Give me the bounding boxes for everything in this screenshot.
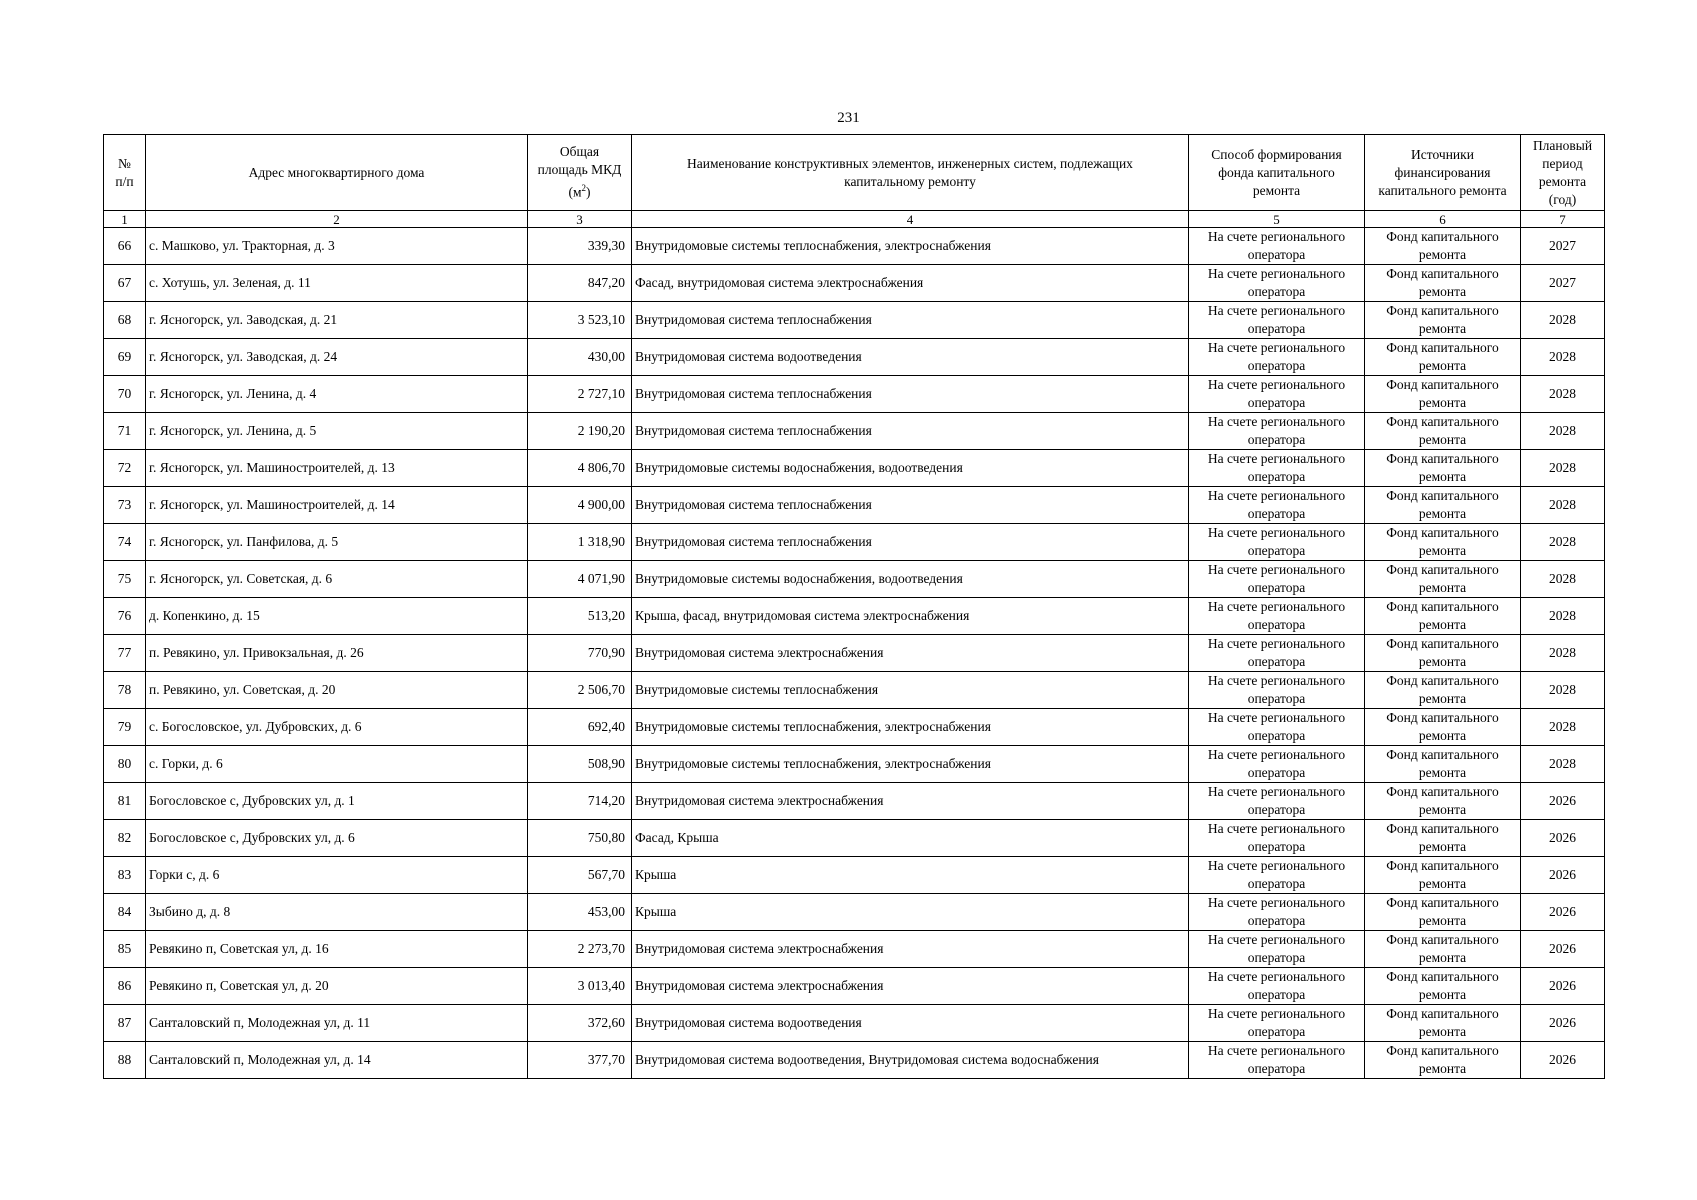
- row-sources: Фонд капитального ремонта: [1365, 709, 1521, 746]
- row-sources: Фонд капитального ремонта: [1365, 228, 1521, 265]
- row-area: 339,30: [528, 228, 632, 265]
- column-number: 1: [104, 211, 146, 228]
- row-elements: Фасад, Крыша: [632, 820, 1189, 857]
- table-row: [104, 635, 1605, 672]
- row-year: 2027: [1521, 265, 1605, 302]
- row-year: 2026: [1521, 1042, 1605, 1079]
- table-row: [104, 598, 1605, 635]
- row-elements: Внутридомовые системы водоснабжения, водоотведения: [632, 561, 1189, 598]
- column-number: 3: [528, 211, 632, 228]
- row-year: 2026: [1521, 894, 1605, 931]
- row-number: 69: [104, 339, 146, 376]
- row-elements: Внутридомовая система водоотведения: [632, 1005, 1189, 1042]
- row-year: 2028: [1521, 598, 1605, 635]
- row-elements: Внутридомовая система теплоснабжения: [632, 487, 1189, 524]
- table-row: [104, 228, 1605, 265]
- row-elements: Крыша: [632, 894, 1189, 931]
- row-fund-method: На счете регионального оператора: [1189, 228, 1365, 265]
- row-sources: Фонд капитального ремонта: [1365, 635, 1521, 672]
- row-year: 2028: [1521, 450, 1605, 487]
- row-fund-method: На счете регионального оператора: [1189, 931, 1365, 968]
- table-row: [104, 1005, 1605, 1042]
- row-fund-method: На счете регионального оператора: [1189, 709, 1365, 746]
- table-row: [104, 783, 1605, 820]
- row-area: 2 273,70: [528, 931, 632, 968]
- row-sources: Фонд капитального ремонта: [1365, 1005, 1521, 1042]
- row-area: 2 190,20: [528, 413, 632, 450]
- row-fund-method: На счете регионального оператора: [1189, 598, 1365, 635]
- row-number: 78: [104, 672, 146, 709]
- row-sources: Фонд капитального ремонта: [1365, 598, 1521, 635]
- row-number: 87: [104, 1005, 146, 1042]
- table-row: [104, 561, 1605, 598]
- row-area: 430,00: [528, 339, 632, 376]
- header-row: [104, 135, 1605, 211]
- table-row: [104, 857, 1605, 894]
- row-elements: Внутридомовые системы теплоснабжения, электроснабжения: [632, 709, 1189, 746]
- row-sources: Фонд капитального ремонта: [1365, 450, 1521, 487]
- row-address: Зыбино д, д. 8: [146, 894, 528, 931]
- row-address: Ревякино п, Советская ул, д. 16: [146, 931, 528, 968]
- row-address: г. Ясногорск, ул. Машиностроителей, д. 13: [146, 450, 528, 487]
- row-elements: Внутридомовая система теплоснабжения: [632, 413, 1189, 450]
- row-number: 79: [104, 709, 146, 746]
- row-number: 77: [104, 635, 146, 672]
- row-number: 75: [104, 561, 146, 598]
- row-fund-method: На счете регионального оператора: [1189, 857, 1365, 894]
- row-area: 4 900,00: [528, 487, 632, 524]
- row-number: 68: [104, 302, 146, 339]
- table-row: [104, 302, 1605, 339]
- header-elements: Наименование конструктивных элементов, инженерных систем, подлежащих капитальному ремонту: [632, 135, 1189, 211]
- row-sources: Фонд капитального ремонта: [1365, 857, 1521, 894]
- row-address: Санталовский п, Молодежная ул, д. 11: [146, 1005, 528, 1042]
- row-area: 692,40: [528, 709, 632, 746]
- row-area: 4 071,90: [528, 561, 632, 598]
- row-fund-method: На счете регионального оператора: [1189, 450, 1365, 487]
- row-year: 2026: [1521, 931, 1605, 968]
- row-elements: Внутридомовая система теплоснабжения: [632, 376, 1189, 413]
- row-area: 847,20: [528, 265, 632, 302]
- row-fund-method: На счете регионального оператора: [1189, 302, 1365, 339]
- row-fund-method: На счете регионального оператора: [1189, 672, 1365, 709]
- row-fund-method: На счете регионального оператора: [1189, 968, 1365, 1005]
- row-area: 453,00: [528, 894, 632, 931]
- table-row: [104, 376, 1605, 413]
- row-sources: Фонд капитального ремонта: [1365, 376, 1521, 413]
- table-row: [104, 820, 1605, 857]
- row-area: 508,90: [528, 746, 632, 783]
- column-number: 7: [1521, 211, 1605, 228]
- row-area: 372,60: [528, 1005, 632, 1042]
- row-fund-method: На счете регионального оператора: [1189, 561, 1365, 598]
- row-elements: Крыша: [632, 857, 1189, 894]
- row-year: 2026: [1521, 783, 1605, 820]
- row-year: 2028: [1521, 376, 1605, 413]
- row-year: 2028: [1521, 709, 1605, 746]
- row-address: Горки с, д. 6: [146, 857, 528, 894]
- row-elements: Крыша, фасад, внутридомовая система электроснабжения: [632, 598, 1189, 635]
- column-number: 4: [632, 211, 1189, 228]
- row-fund-method: На счете регионального оператора: [1189, 894, 1365, 931]
- row-area: 567,70: [528, 857, 632, 894]
- table-row: [104, 413, 1605, 450]
- row-area: 750,80: [528, 820, 632, 857]
- row-elements: Внутридомовая система теплоснабжения: [632, 302, 1189, 339]
- row-year: 2026: [1521, 968, 1605, 1005]
- column-number-row: [104, 211, 1605, 228]
- row-address: г. Ясногорск, ул. Машиностроителей, д. 14: [146, 487, 528, 524]
- row-year: 2026: [1521, 1005, 1605, 1042]
- row-area: 4 806,70: [528, 450, 632, 487]
- row-year: 2028: [1521, 302, 1605, 339]
- row-fund-method: На счете регионального оператора: [1189, 339, 1365, 376]
- row-sources: Фонд капитального ремонта: [1365, 302, 1521, 339]
- row-sources: Фонд капитального ремонта: [1365, 339, 1521, 376]
- header-num: № п/п: [104, 135, 146, 211]
- row-number: 74: [104, 524, 146, 561]
- row-number: 85: [104, 931, 146, 968]
- column-number: 6: [1365, 211, 1521, 228]
- row-fund-method: На счете регионального оператора: [1189, 376, 1365, 413]
- row-number: 71: [104, 413, 146, 450]
- row-address: с. Горки, д. 6: [146, 746, 528, 783]
- row-sources: Фонд капитального ремонта: [1365, 561, 1521, 598]
- row-sources: Фонд капитального ремонта: [1365, 1042, 1521, 1079]
- row-sources: Фонд капитального ремонта: [1365, 820, 1521, 857]
- header-address: Адрес многоквартирного дома: [146, 135, 528, 211]
- row-fund-method: На счете регионального оператора: [1189, 783, 1365, 820]
- table-row: [104, 524, 1605, 561]
- header-period: Плановый период ремонта (год): [1521, 135, 1605, 211]
- row-sources: Фонд капитального ремонта: [1365, 783, 1521, 820]
- row-sources: Фонд капитального ремонта: [1365, 931, 1521, 968]
- row-address: г. Ясногорск, ул. Заводская, д. 24: [146, 339, 528, 376]
- row-elements: Внутридомовая система электроснабжения: [632, 931, 1189, 968]
- row-area: 714,20: [528, 783, 632, 820]
- row-elements: Внутридомовая система электроснабжения: [632, 968, 1189, 1005]
- column-number: 2: [146, 211, 528, 228]
- row-year: 2028: [1521, 339, 1605, 376]
- row-number: 70: [104, 376, 146, 413]
- row-elements: Внутридомовые системы теплоснабжения, электроснабжения: [632, 228, 1189, 265]
- table-row: [104, 709, 1605, 746]
- row-number: 80: [104, 746, 146, 783]
- row-year: 2028: [1521, 672, 1605, 709]
- row-elements: Внутридомовая система электроснабжения: [632, 635, 1189, 672]
- row-address: д. Копенкино, д. 15: [146, 598, 528, 635]
- row-sources: Фонд капитального ремонта: [1365, 746, 1521, 783]
- row-year: 2028: [1521, 413, 1605, 450]
- row-year: 2026: [1521, 820, 1605, 857]
- row-address: с. Хотушь, ул. Зеленая, д. 11: [146, 265, 528, 302]
- row-area: 3 013,40: [528, 968, 632, 1005]
- table-row: [104, 339, 1605, 376]
- header-sources: Источники финансирования капитального ремонта: [1365, 135, 1521, 211]
- row-number: 66: [104, 228, 146, 265]
- row-area: 2 506,70: [528, 672, 632, 709]
- row-sources: Фонд капитального ремонта: [1365, 413, 1521, 450]
- row-elements: Внутридомовые системы теплоснабжения: [632, 672, 1189, 709]
- row-elements: Внутридомовая система теплоснабжения: [632, 524, 1189, 561]
- row-number: 88: [104, 1042, 146, 1079]
- table-row: [104, 1042, 1605, 1079]
- row-elements: Внутридомовая система водоотведения: [632, 339, 1189, 376]
- row-year: 2028: [1521, 561, 1605, 598]
- row-sources: Фонд капитального ремонта: [1365, 672, 1521, 709]
- row-address: п. Ревякино, ул. Советская, д. 20: [146, 672, 528, 709]
- row-area: 513,20: [528, 598, 632, 635]
- row-fund-method: На счете регионального оператора: [1189, 746, 1365, 783]
- table-body: [104, 228, 1605, 1079]
- row-elements: Фасад, внутридомовая система электроснабжения: [632, 265, 1189, 302]
- page-number: 231: [837, 110, 860, 126]
- row-address: с. Богословское, ул. Дубровских, д. 6: [146, 709, 528, 746]
- header-area: Общая площадь МКД $(м^2)$: [528, 135, 632, 211]
- repair-program-table: [103, 134, 1605, 1079]
- row-year: 2028: [1521, 746, 1605, 783]
- table-row: [104, 894, 1605, 931]
- row-elements: Внутридомовые системы теплоснабжения, электроснабжения: [632, 746, 1189, 783]
- row-number: 81: [104, 783, 146, 820]
- row-elements: Внутридомовые системы водоснабжения, водоотведения: [632, 450, 1189, 487]
- row-address: г. Ясногорск, ул. Ленина, д. 5: [146, 413, 528, 450]
- row-number: 82: [104, 820, 146, 857]
- row-address: г. Ясногорск, ул. Советская, д. 6: [146, 561, 528, 598]
- row-year: 2027: [1521, 228, 1605, 265]
- header-fund-method: Способ формирования фонда капитального ремонта: [1189, 135, 1365, 211]
- row-address: г. Ясногорск, ул. Панфилова, д. 5: [146, 524, 528, 561]
- table-row: [104, 265, 1605, 302]
- row-sources: Фонд капитального ремонта: [1365, 524, 1521, 561]
- row-number: 84: [104, 894, 146, 931]
- row-fund-method: На счете регионального оператора: [1189, 265, 1365, 302]
- row-area: 1 318,90: [528, 524, 632, 561]
- row-sources: Фонд капитального ремонта: [1365, 968, 1521, 1005]
- table-row: [104, 931, 1605, 968]
- row-address: Богословское с, Дубровских ул, д. 6: [146, 820, 528, 857]
- row-fund-method: На счете регионального оператора: [1189, 524, 1365, 561]
- row-number: 86: [104, 968, 146, 1005]
- table-row: [104, 746, 1605, 783]
- row-fund-method: На счете регионального оператора: [1189, 635, 1365, 672]
- row-sources: Фонд капитального ремонта: [1365, 487, 1521, 524]
- row-area: 770,90: [528, 635, 632, 672]
- table-row: [104, 450, 1605, 487]
- row-address: п. Ревякино, ул. Привокзальная, д. 26: [146, 635, 528, 672]
- row-number: 76: [104, 598, 146, 635]
- row-fund-method: На счете регионального оператора: [1189, 1005, 1365, 1042]
- row-fund-method: На счете регионального оператора: [1189, 487, 1365, 524]
- row-sources: Фонд капитального ремонта: [1365, 265, 1521, 302]
- row-address: г. Ясногорск, ул. Ленина, д. 4: [146, 376, 528, 413]
- row-number: 83: [104, 857, 146, 894]
- row-fund-method: На счете регионального оператора: [1189, 1042, 1365, 1079]
- row-year: 2028: [1521, 635, 1605, 672]
- row-address: г. Ясногорск, ул. Заводская, д. 21: [146, 302, 528, 339]
- row-fund-method: На счете регионального оператора: [1189, 820, 1365, 857]
- row-area: 377,70: [528, 1042, 632, 1079]
- row-area: 3 523,10: [528, 302, 632, 339]
- row-elements: Внутридомовая система электроснабжения: [632, 783, 1189, 820]
- row-number: 67: [104, 265, 146, 302]
- row-year: 2026: [1521, 857, 1605, 894]
- row-area: 2 727,10: [528, 376, 632, 413]
- row-year: 2028: [1521, 524, 1605, 561]
- row-number: 72: [104, 450, 146, 487]
- row-number: 73: [104, 487, 146, 524]
- table-row: [104, 487, 1605, 524]
- row-address: Санталовский п, Молодежная ул, д. 14: [146, 1042, 528, 1079]
- row-elements: Внутридомовая система водоотведения, Внутридомовая система водоснабжения: [632, 1042, 1189, 1079]
- row-fund-method: На счете регионального оператора: [1189, 413, 1365, 450]
- column-number: 5: [1189, 211, 1365, 228]
- row-address: Ревякино п, Советская ул, д. 20: [146, 968, 528, 1005]
- row-sources: Фонд капитального ремонта: [1365, 894, 1521, 931]
- table-row: [104, 968, 1605, 1005]
- row-address: с. Машково, ул. Тракторная, д. 3: [146, 228, 528, 265]
- table-row: [104, 672, 1605, 709]
- row-year: 2028: [1521, 487, 1605, 524]
- row-address: Богословское с, Дубровских ул, д. 1: [146, 783, 528, 820]
